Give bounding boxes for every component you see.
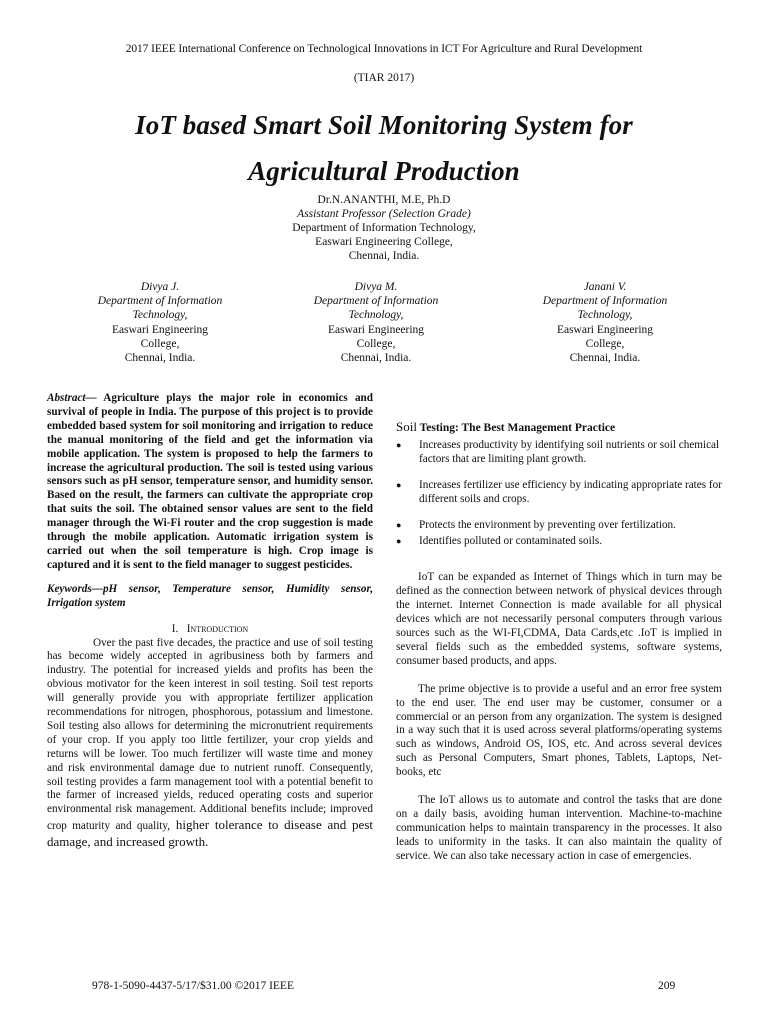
- coauthor-name: Janani V.: [583, 281, 627, 293]
- soil-testing-list: [396, 439, 722, 549]
- list-item: ● Increases productivity by identifying soil nutrients or soil chemical factors that are limiting plant growth.: [396, 439, 722, 467]
- coauthor-name: Divya J.: [140, 281, 180, 293]
- lead-author-city: Chennai, India.: [348, 250, 420, 262]
- objective-paragraph: [396, 683, 722, 780]
- coauthor-department: Department of Information: [313, 295, 439, 308]
- page-number: 209: [658, 980, 676, 992]
- lead-author-position: Assistant Professor (Selection Grade): [297, 208, 471, 220]
- coauthor-block-1: [70, 280, 250, 365]
- introduction-tail: higher tolerance to disease and pest damage, and increased growth.: [47, 817, 373, 850]
- paragraph-text: The IoT allows us to automate and control the tasks that are done on a daily basis, avoiding human intervention. Machine-to-machine communication helps to maintain transparency in the processes. It also leads to uniformity in the tasks. It can also maintain the quality of service. We can also take necessary action in case of emergencies.: [396, 794, 722, 862]
- list-item: ● Identifies polluted or contaminated soils.: [396, 535, 722, 549]
- coauthor-college-cont: College,: [585, 337, 625, 350]
- coauthor-college: Easwari Engineering: [556, 323, 654, 336]
- automation-paragraph: [396, 794, 722, 864]
- paper-title: [0, 102, 768, 194]
- soil-testing-heading: [396, 420, 722, 436]
- iot-definition-paragraph: [396, 571, 722, 668]
- left-column: [47, 392, 373, 851]
- footer-isbn: 978-1-5090-4437-5/17/$31.00 ©2017 IEEE: [92, 980, 294, 992]
- lead-author-name: Dr.N.ANANTHI, M.E, Ph.D: [317, 194, 451, 206]
- coauthor-block-2: [286, 280, 466, 365]
- abstract: [47, 392, 373, 573]
- list-item: ● Increases fertilizer use efficiency by indicating appropriate rates for different soils and crops.: [396, 479, 722, 507]
- coauthor-department: Department of Information: [97, 295, 223, 308]
- conference-short-name: (TIAR 2017): [353, 72, 415, 84]
- introduction-paragraph: [47, 637, 373, 852]
- coauthor-department-cont: Technology,: [132, 309, 188, 322]
- coauthor-city: Chennai, India.: [340, 352, 412, 365]
- soil-heading-word: Soil: [396, 419, 417, 434]
- list-item: ● Protects the environment by preventing over fertilization.: [396, 519, 722, 533]
- lead-author-college: Easwari Engineering College,: [315, 236, 453, 248]
- lead-author-department: Department of Information Technology,: [292, 222, 476, 234]
- right-column: [396, 420, 722, 864]
- paragraph-text: The prime objective is to provide a useful and an error free system to the end user. The end user may be customer, consumer or a commercial or an person from any organization. The system is designed in a way such that it is used across several platforms/operating systems such as windows, Android OS, IOS, etc. And across several devices such as Personal Computers, Smart phones, Tablets, Laptops, Net-books, etc: [396, 682, 722, 779]
- section-number: I.: [171, 622, 179, 635]
- keywords: Keywords—pH sensor, Temperature sensor, Humidity sensor, Irrigation system: [47, 582, 373, 609]
- coauthor-college: Easwari Engineering: [327, 323, 425, 336]
- coauthor-city: Chennai, India.: [569, 352, 641, 365]
- abstract-text: Agriculture plays the major role in economics and survival of people in India. The purpose of this project is to provide embedded based system for soil monitoring and irrigation to reduce the manual monitoring of the field and get the information via mobile application. The system is proposed to help the farmers to increase the agricultural production. The soil is tested using various sensors such as pH sensor, temperature sensor, and humidity sensor. Based on the result, the farmers can cultivate the appropriate crop that suits the soil. The obtained sensor values are sent to the field manager through the Wi-Fi router and the crop suggestion is made through the mobile application. Automatic irrigation system is carried out when the soil temperature is high. Crop image is captured and it is sent to the field manager to suggest pesticides.: [47, 392, 373, 571]
- section-heading-introduction: [47, 623, 373, 637]
- introduction-body: Over the past five decades, the practice and use of soil testing has become widely accepted in agribusiness both by farmers and industry. The potential for increased yields and profits has been the obvious motivator for the keen interest in soil testing. Soil test reports will generally provide you with appropriate fertilizer application recommendations for nitrogen, phosphorous, potassium and limestone. Soil testing also allows for determining the micronutrient requirements of your crop. If you apply too little fertilizer, your crop yields and returns will be lower. Too much fertilizer will waste time and money and risk environmental damage due to nutrient runoff. Consequently, soil testing provides a farm management tool with a potential benefit to the farmer of increased yields, reduced operating costs and superior environmental risk management. Additional benefits include; improved crop maturity and quality,: [47, 636, 373, 833]
- paragraph-text: IoT can be expanded as Internet of Things which in turn may be defined as the connection between network of physical devices through the internet. Internet Connection is made available for all physical devices which are not necessarily personal computers through various sources such as the WI-FI,CDMA, Data Cards,etc .IoT is implied in several fields such as the embedded systems, software systems, consumer based products, and apps.: [396, 571, 722, 667]
- title-line-1: IoT based Smart Soil Monitoring System for: [135, 110, 633, 140]
- soil-heading-rest: Testing: The Best Management Practice: [416, 422, 616, 434]
- coauthor-college-cont: College,: [356, 337, 396, 350]
- coauthor-block-3: [515, 280, 695, 365]
- coauthor-name: Divya M.: [354, 281, 398, 293]
- coauthor-college-cont: College,: [140, 337, 180, 350]
- coauthor-college: Easwari Engineering: [111, 323, 209, 336]
- section-title: Introduction: [186, 622, 249, 635]
- conference-header: 2017 IEEE International Conference on Technological Innovations in ICT For Agriculture and Rural Development: [125, 43, 643, 55]
- coauthor-department-cont: Technology,: [348, 309, 404, 322]
- coauthor-department: Department of Information: [542, 295, 668, 308]
- title-line-2: Agricultural Production: [248, 156, 520, 186]
- lead-author-block: [0, 193, 768, 263]
- coauthor-department-cont: Technology,: [577, 309, 633, 322]
- coauthor-city: Chennai, India.: [124, 352, 196, 365]
- abstract-label: Abstract—: [47, 392, 97, 404]
